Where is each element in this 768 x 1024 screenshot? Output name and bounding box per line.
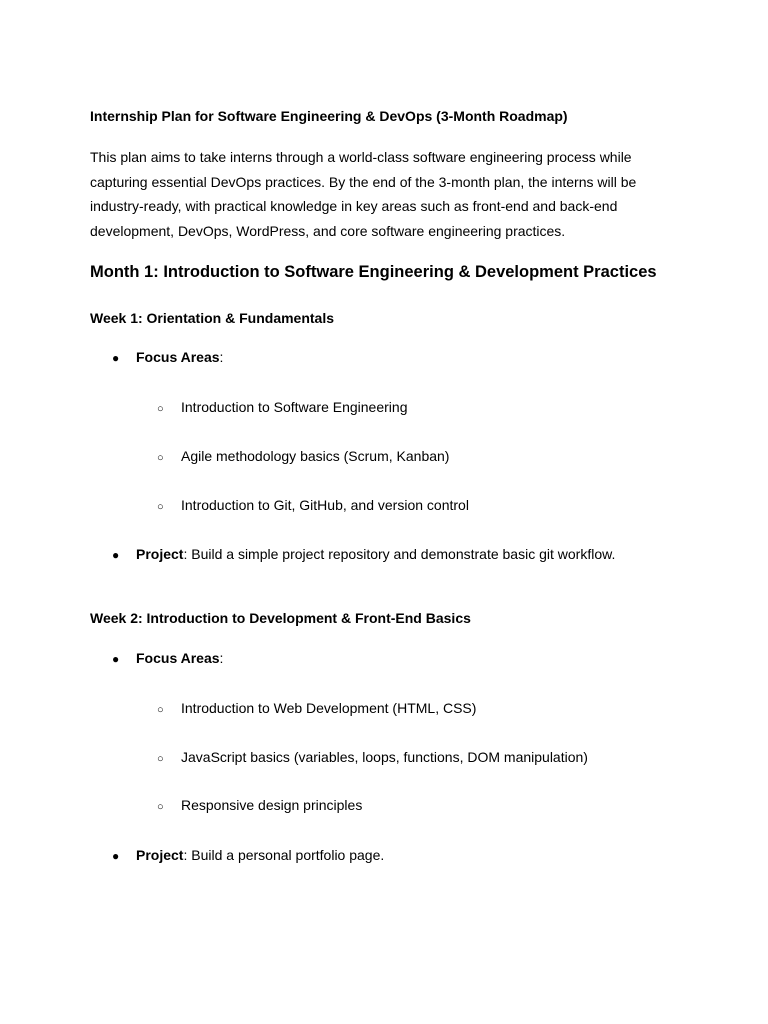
week1-heading: Week 1: Orientation & Fundamentals (90, 310, 335, 326)
intro-line: development, DevOps, WordPress, and core software engineering practices. (90, 222, 566, 239)
document-title: Internship Plan for Software Engineering & DevOps (3-Month Roadmap) (90, 108, 568, 124)
focus-item-text: JavaScript basics (variables, loops, functions, DOM manipulation) (181, 749, 588, 765)
project-label: Project (136, 546, 184, 562)
week2-focus-item (157, 698, 476, 718)
focus-item-text: Agile methodology basics (Scrum, Kanban) (181, 448, 450, 464)
week2-focus-bullet (112, 648, 223, 668)
sub-bullet-icon: ○ (157, 801, 164, 813)
week2-focus-item (157, 747, 588, 767)
intro-line: capturing essential DevOps practices. By the end of the 3-month plan, the interns will be (90, 173, 637, 190)
focus-item-text: Introduction to Software Engineering (181, 399, 408, 415)
intro-line: industry-ready, with practical knowledge in key areas such as front-end and back-end (90, 198, 618, 214)
bullet-icon: ● (112, 351, 120, 365)
project-text: : Build a personal portfolio page. (183, 847, 385, 863)
bullet-icon: ● (112, 849, 120, 863)
intro-paragraph (90, 145, 650, 243)
week1-focus-item (157, 495, 469, 515)
sub-bullet-icon: ○ (157, 403, 164, 415)
intro-line: This plan aims to take interns through a world-class software engineering process while (90, 149, 632, 165)
sub-bullet-icon: ○ (157, 452, 164, 464)
week1-focus-item (157, 446, 449, 466)
week1-project-bullet (112, 544, 615, 564)
sub-bullet-icon: ○ (157, 704, 164, 716)
bullet-icon: ● (112, 652, 120, 666)
sub-bullet-icon: ○ (157, 753, 164, 765)
focus-suffix: : (219, 650, 224, 666)
week1-focus-bullet (112, 347, 223, 367)
sub-bullet-icon: ○ (157, 501, 164, 513)
week2-project-bullet (112, 845, 384, 865)
focus-label: Focus Areas (136, 349, 220, 365)
project-text: : Build a simple project repository and demonstrate basic git workflow. (183, 546, 616, 562)
month1-heading: Month 1: Introduction to Software Engineering & Development Practices (90, 263, 657, 281)
focus-label: Focus Areas (136, 650, 220, 666)
week1-focus-item (157, 397, 407, 417)
week2-heading: Week 2: Introduction to Development & Front-End Basics (90, 610, 471, 626)
focus-item-text: Introduction to Git, GitHub, and version control (181, 497, 469, 513)
project-label: Project (136, 847, 184, 863)
focus-item-text: Responsive design principles (181, 797, 363, 813)
focus-item-text: Introduction to Web Development (HTML, CSS) (181, 700, 477, 716)
bullet-icon: ● (112, 548, 120, 562)
focus-suffix: : (219, 349, 224, 365)
week2-focus-item (157, 795, 362, 815)
